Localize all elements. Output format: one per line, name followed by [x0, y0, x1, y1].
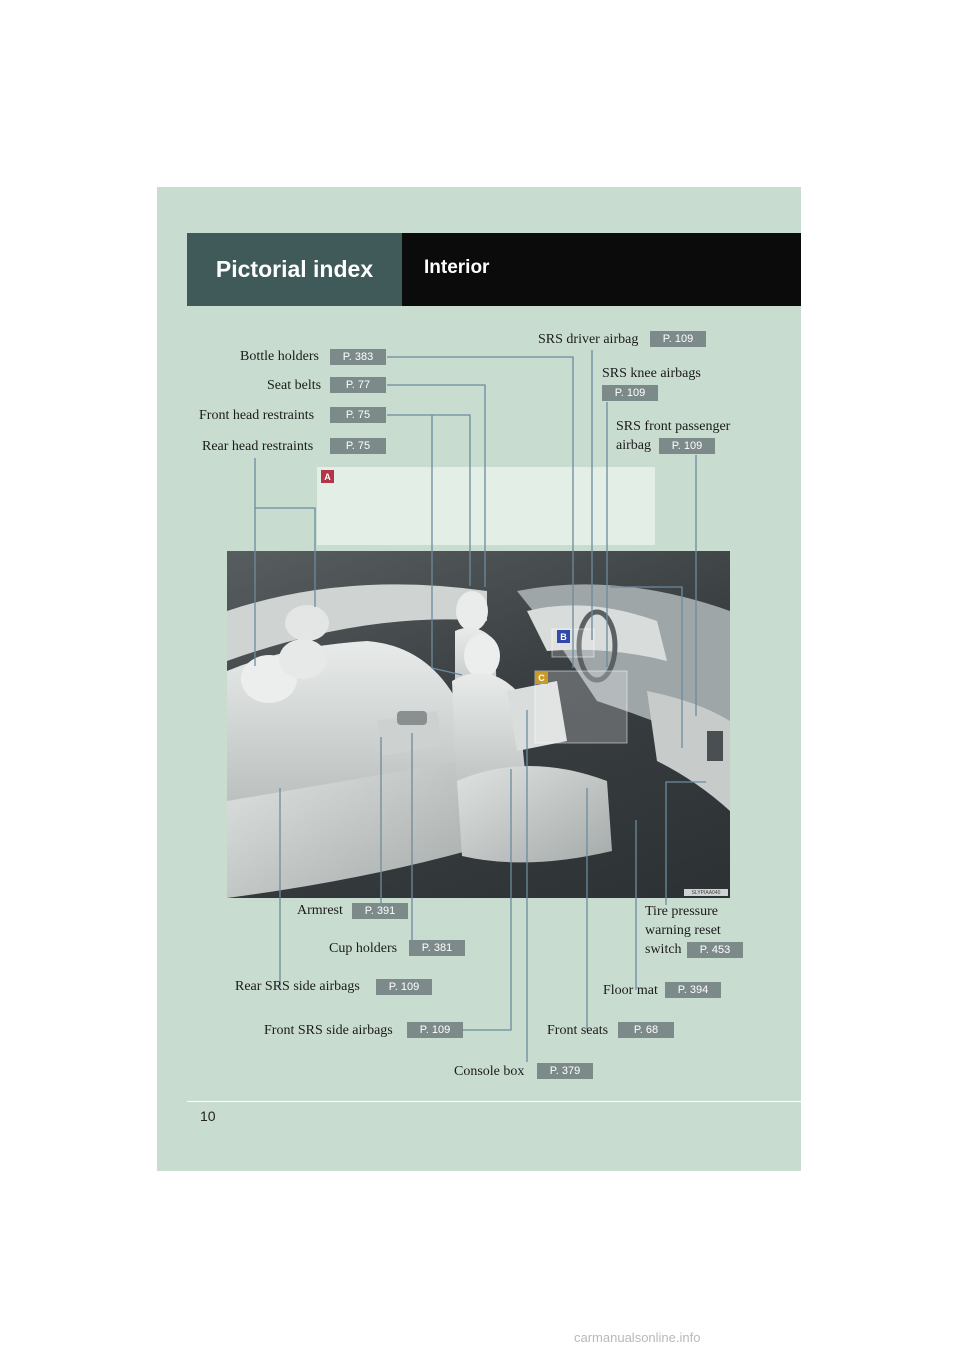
page-ref-rear-head-restraints[interactable]: P. 75: [330, 438, 386, 454]
callout-rear-srs-side-airbags: Rear SRS side airbags: [235, 979, 360, 994]
callout-srs-front-passenger-airbag-line2: airbag: [616, 438, 651, 453]
callout-srs-knee-airbags: SRS knee airbags: [602, 366, 701, 381]
marker-b: B: [557, 630, 570, 643]
callout-srs-front-passenger-airbag: SRS front passenger: [616, 419, 731, 434]
page-ref-bottle-holders[interactable]: P. 383: [330, 349, 386, 365]
section-title: Pictorial index: [215, 256, 374, 282]
callout-bottle-holders: Bottle holders: [240, 349, 319, 364]
callout-tire-pressure-switch-line3: switch: [645, 942, 682, 957]
callout-tire-pressure-switch-line2: warning reset: [645, 923, 721, 938]
callout-seat-belts: Seat belts: [267, 378, 322, 393]
callout-front-seats: Front seats: [547, 1023, 609, 1038]
callout-rear-head-restraints: Rear head restraints: [202, 439, 314, 454]
page-ref-cup-holders[interactable]: P. 381: [409, 940, 465, 956]
callout-front-srs-side-airbags: Front SRS side airbags: [264, 1023, 393, 1038]
marker-a: A: [321, 470, 334, 483]
page-ref-srs-knee-airbags[interactable]: P. 109: [602, 385, 658, 401]
page-ref-srs-front-passenger-airbag[interactable]: P. 109: [659, 438, 715, 454]
page-ref-floor-mat[interactable]: P. 394: [665, 982, 721, 998]
callout-floor-mat: Floor mat: [603, 983, 658, 998]
page-ref-rear-srs-side-airbags[interactable]: P. 109: [376, 979, 432, 995]
page-ref-front-seats[interactable]: P. 68: [618, 1022, 674, 1038]
page-title: Interior: [424, 257, 490, 278]
page-ref-seat-belts[interactable]: P. 77: [330, 377, 386, 393]
page-ref-armrest[interactable]: P. 391: [352, 903, 408, 919]
watermark: carmanualsonline.info: [574, 1330, 701, 1345]
page-number: 10: [200, 1108, 216, 1124]
page-ref-tire-pressure-switch[interactable]: P. 453: [687, 942, 743, 958]
callout-front-head-restraints: Front head restraints: [199, 408, 315, 423]
image-code: SLYPIAA040: [684, 889, 728, 896]
marker-c: C: [535, 671, 548, 684]
callout-console-box: Console box: [454, 1064, 525, 1079]
callout-armrest: Armrest: [297, 903, 343, 918]
callout-tire-pressure-switch: Tire pressure: [645, 904, 718, 919]
callout-srs-driver-airbag: SRS driver airbag: [538, 332, 639, 347]
callout-cup-holders: Cup holders: [329, 941, 398, 956]
page-ref-front-head-restraints[interactable]: P. 75: [330, 407, 386, 423]
page-ref-srs-driver-airbag[interactable]: P. 109: [650, 331, 706, 347]
page-ref-front-srs-side-airbags[interactable]: P. 109: [407, 1022, 463, 1038]
page-ref-console-box[interactable]: P. 379: [537, 1063, 593, 1079]
